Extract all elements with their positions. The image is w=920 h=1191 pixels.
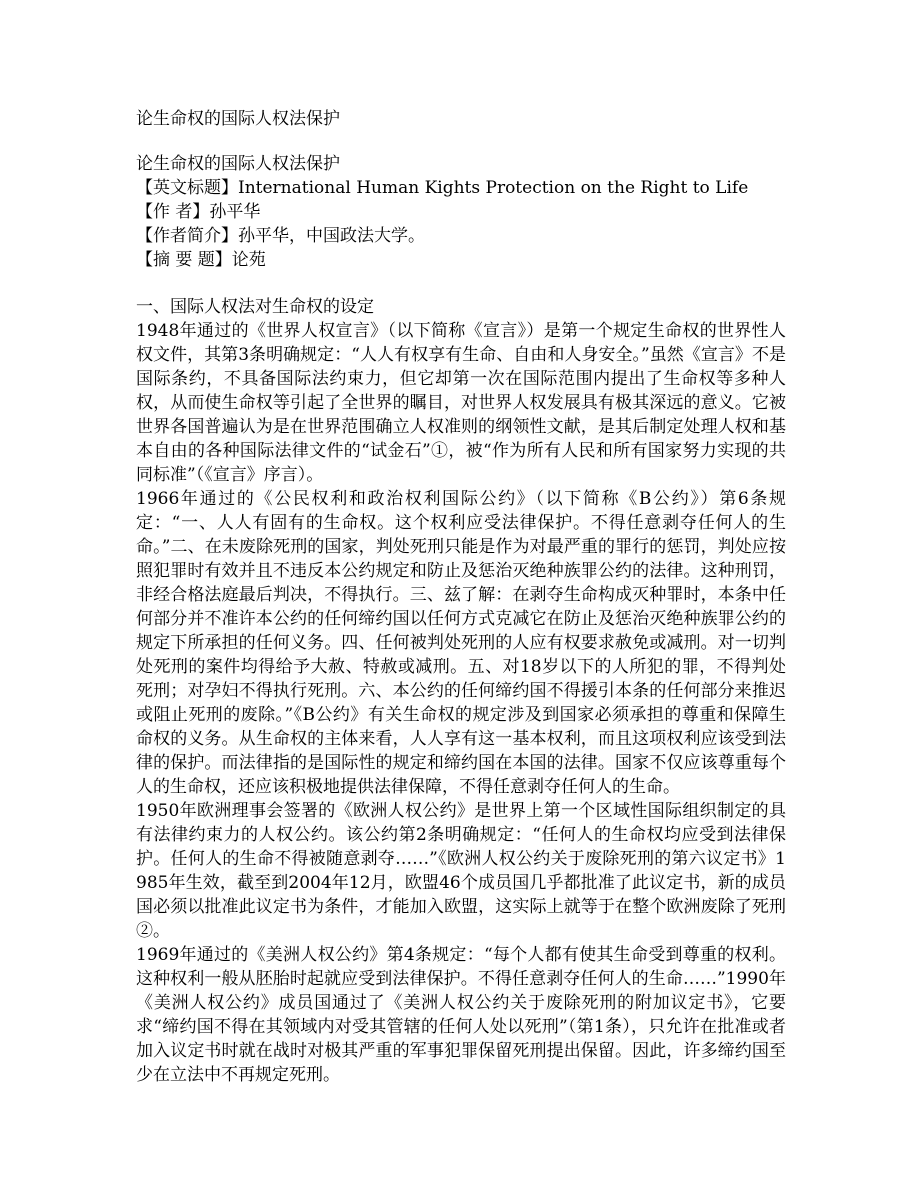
document-title: 论生命权的国际人权法保护 — [136, 109, 340, 129]
paragraph-udhr: 1948年通过的《世界人权宣言》（以下简称《宣言》）是第一个规定生命权的世界性人权文件，其第3条明确规定：“人人有权享有生命、自由和人身安全。”虽然《宣言》不是国际条约，不具备国际法约束力，但它却第一次在国际范围内提出了生命权等多种人权，从而使生命权等引起了全世界的瞩目，对世界人权发展具有极其深远的意义。它被世界各国普遍认为是在世界范围确立人权准则的纲领性文献，是其后制定处理人权和基本自由的各种国际法律文件的“试金石”①，被“作为所有人民和所有国家努力实现的共同标准”（《宣言》序言）。 — [136, 321, 786, 485]
section-heading: 一、国际人权法对生命权的设定 — [136, 297, 374, 317]
author-line: 【作 者】孙平华 — [136, 202, 261, 222]
document-page — [136, 107, 786, 1087]
paragraph-iccpr: 1966年通过的《公民权利和政治权利国际公约》（以下简称《B公约》）第6条规定：“一、人人有固有的生命权。这个权利应受法律保护。不得任意剥夺任何人的生命。”二、在未废除死刑的国家，判处死刑只能是作为对最严重的罪行的惩罚，判处应按照犯罪时有效并且不违反本公约规定和防止及惩治灭绝种族罪公约的法律。这种刑罚，非经合格法庭最后判决，不得执行。三、兹了解：在剥夺生命构成灭种罪时，本条中任何部分并不准许本公约的任何缔约国以任何方式克减它在防止及惩治灭绝种族罪公约的规定下所承担的任何义务。四、任何被判处死刑的人应有权要求赦免或减刑。对一切判处死刑的案件均得给予大赦、特赦或减刑。五、对18岁以下的人所犯的罪，不得判处死刑；对孕妇不得执行死刑。六、本公约的任何缔约国不得援引本条的任何部分来推迟或阻止死刑的废除。”《B公约》有关生命权的规定涉及到国家必须承担的尊重和保障生命权的义务。从生命权的主体来看，人人享有这一基本权利，而且这项权利应该受到法律的保护。而法律指的是国际性的规定和缔约国在本国的法律。国家不仅应该尊重每个人的生命权，还应该积极地提供法律保障，不得任意剥夺任何人的生命。 — [136, 489, 786, 797]
english-title: 【英文标题】International Human Kights Protection on the Right to Life — [136, 178, 749, 198]
paragraph-echr: 1950年欧洲理事会签署的《欧洲人权公约》是世界上第一个区域性国际组织制定的具有法律约束力的人权公约。该公约第2条明确规定：“任何人的生命权均应受到法律保护。任何人的生命不得被随意剥夺……”《欧洲人权公约关于废除死刑的第六议定书》1985年生效，截至到2004年12月，欧盟46个成员国几乎都批准了此议定书，新的成员国必须以批准此议定书为条件，才能加入欧盟，这实际上就等于在整个欧洲废除了死刑②。 — [136, 801, 786, 941]
paragraph-achr: 1969年通过的《美洲人权公约》第4条规定：“每个人都有使其生命受到尊重的权利。这种权利一般从胚胎时起就应受到法律保护。不得任意剥夺任何人的生命……”1990年《美洲人权公约》成员国通过了《美洲人权公约关于废除死刑的附加议定书》，它要求“缔约国不得在其领域内对受其管辖的任何人处以死刑”（第1条），只允许在批准或者加入议定书时就在战时对极其严重的军事犯罪保留死刑提出保留。因此，许多缔约国至少在立法中不再规定死刑。 — [136, 945, 786, 1085]
author-intro-line: 【作者简介】孙平华，中国政法大学。 — [136, 226, 425, 246]
abstract-line: 【摘 要 题】论苑 — [136, 250, 266, 270]
article-metadata — [136, 152, 786, 272]
repeat-title: 论生命权的国际人权法保护 — [136, 154, 340, 174]
